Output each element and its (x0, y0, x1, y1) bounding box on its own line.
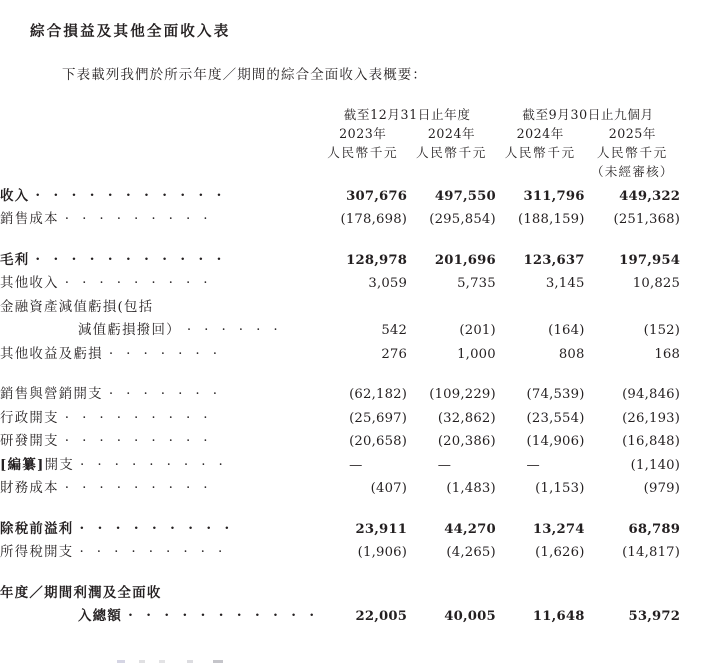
intro-paragraph: 下表載列我們於所示年度／期間的綜合全面收入表概要： (62, 67, 427, 83)
row-pad (680, 204, 709, 228)
header-pad-blank (680, 104, 709, 123)
row-pad (680, 426, 709, 450)
row-value-col1: (25,697) (349, 410, 408, 426)
row-pad (680, 180, 709, 204)
table-row (0, 449, 709, 473)
table-body (0, 180, 709, 624)
row-value-col2: (20,386) (437, 434, 496, 449)
row-value-col3 (496, 577, 585, 601)
row-value-col2: (1,483) (446, 481, 496, 496)
column-group-ninemonth: 截至9月30日止九個月 (522, 107, 654, 122)
row-value-col4: (979) (643, 481, 681, 496)
row-value-col1: 3,059 (368, 276, 408, 291)
year-header-2: 2024年 (427, 126, 476, 141)
row-value-col2: 1,000 (457, 346, 496, 362)
unaudited-blank-pad (680, 161, 709, 180)
leader-dots: . . . . . . . (108, 342, 222, 358)
table-row (0, 379, 709, 403)
row-value-col3: 11,648 (532, 609, 585, 624)
row-value-col3: (23,554) (526, 410, 585, 426)
row-label (0, 180, 318, 204)
header-corner-blank (0, 104, 318, 123)
row-label-text: 金融資產減值虧損(包括 (0, 299, 154, 315)
leader-dots: . . . . . . . . . (64, 477, 212, 492)
page-title: 綜合損益及其他全面收入表 (30, 23, 231, 40)
row-pad (680, 244, 709, 268)
row-value-col4: 68,789 (628, 521, 681, 537)
currency-header-3: 人民幣千元 (504, 145, 576, 160)
leader-dots: . . . . . . . . . (64, 430, 212, 445)
row-value-col1: — (349, 457, 363, 473)
row-value-col3: (1,626) (535, 545, 585, 560)
row-spacer (0, 362, 709, 379)
currency-blank-label (0, 142, 318, 161)
leader-dots: . . . . . . . . . (64, 406, 212, 422)
row-value-col2: 44,270 (444, 521, 496, 537)
currency-header-2: 人民幣千元 (416, 145, 487, 160)
row-label-text: 入總額 (78, 608, 123, 624)
table-row (0, 315, 709, 339)
row-value-col1 (318, 577, 407, 601)
row-pad (680, 513, 709, 537)
leader-dots: . . . . . . . . . (64, 208, 212, 223)
row-value-col3: 808 (558, 346, 585, 362)
row-value-col2 (407, 577, 496, 601)
row-value-col4: (26,193) (622, 410, 681, 426)
table-row (0, 338, 709, 362)
row-label (0, 379, 318, 403)
row-spacer-cell (0, 560, 709, 577)
row-value-col2: (32,862) (437, 410, 496, 426)
row-spacer (0, 227, 709, 244)
row-pad (680, 537, 709, 561)
row-value-col4: 53,972 (628, 609, 681, 624)
row-spacer-cell (0, 496, 709, 513)
row-label-text: 減值虧損撥回） (78, 323, 181, 338)
row-value-col2: 5,735 (457, 276, 496, 291)
unaudited-note: （未經審核） (590, 164, 674, 179)
row-value-col2: 497,550 (434, 188, 496, 204)
row-label (0, 244, 318, 268)
row-label (0, 402, 318, 426)
row-spacer-cell (0, 362, 709, 379)
row-value-col4: 197,954 (619, 252, 681, 268)
row-value-col1: 22,005 (355, 609, 408, 624)
row-label-text: 其他收入 (0, 276, 59, 291)
page-bottom-clipped-artifact (95, 660, 245, 663)
row-label (0, 601, 318, 625)
row-value-col3: 311,796 (523, 188, 585, 204)
row-label-text: 所得稅開支 (0, 545, 74, 560)
row-value-col1: (407) (370, 481, 408, 496)
row-value-col4: 168 (654, 346, 681, 362)
row-label-text: 其他收益及虧損 (0, 346, 103, 362)
row-label-text: 行政開支 (0, 410, 59, 426)
row-label-text: 毛利 (0, 251, 30, 268)
row-pad (680, 379, 709, 403)
row-value-col2: (109,229) (429, 387, 496, 402)
row-value-col1: (1,906) (357, 545, 408, 560)
row-value-col2: — (437, 457, 452, 473)
currency-blank-pad (680, 142, 709, 161)
row-label (0, 291, 318, 315)
row-pad (680, 449, 709, 473)
row-value-col1: 276 (381, 346, 408, 362)
row-spacer (0, 560, 709, 577)
year-blank-label (0, 123, 318, 142)
row-value-col3: 13,274 (532, 521, 585, 537)
row-value-col4: 449,322 (619, 188, 681, 204)
row-pad (680, 268, 709, 292)
leader-dots: . . . . . . . (108, 383, 222, 398)
row-value-col3: (14,906) (526, 434, 585, 449)
row-value-col1: 307,676 (346, 188, 408, 204)
row-value-col1: 542 (381, 323, 408, 338)
unaudited-blank-1 (318, 161, 407, 180)
leader-dots: . . . . . . . . . (79, 516, 234, 533)
row-value-col4: (14,817) (622, 545, 681, 560)
year-header-4: 2025年 (608, 126, 656, 141)
table-row (0, 204, 709, 228)
row-pad (680, 601, 709, 625)
leader-dots: . . . . . . . . . (64, 272, 212, 287)
unaudited-blank-2 (407, 161, 496, 180)
row-label (0, 315, 318, 339)
row-label (0, 449, 318, 473)
row-value-col2: (4,265) (446, 545, 496, 560)
row-pad (680, 338, 709, 362)
row-label (0, 473, 318, 497)
row-spacer (0, 496, 709, 513)
row-label-bracketed-term: [編纂] (0, 456, 45, 473)
table-row (0, 577, 709, 601)
row-pad (680, 291, 709, 315)
row-label (0, 577, 318, 601)
row-label-text: 收入 (0, 187, 30, 204)
row-label-text: 開支 (44, 457, 75, 473)
column-group-annual: 截至12月31日止年度 (343, 107, 471, 122)
row-value-col2: 40,005 (444, 609, 496, 624)
row-spacer-cell (0, 227, 709, 244)
row-value-col4: (1,140) (630, 457, 681, 473)
row-label (0, 537, 318, 561)
row-value-col3: (164) (548, 323, 585, 338)
table-row (0, 537, 709, 561)
leader-dots: . . . . . . . . . . . (35, 247, 226, 264)
row-pad (680, 315, 709, 339)
table-header (0, 104, 709, 180)
table-row (0, 513, 709, 537)
row-label (0, 204, 318, 228)
row-value-col2: 201,696 (434, 252, 496, 268)
row-label-text: 銷售成本 (0, 212, 59, 227)
row-value-col4: 10,825 (632, 276, 681, 291)
leader-dots: . . . . . . (186, 319, 283, 334)
row-label (0, 513, 318, 537)
table-row (0, 426, 709, 450)
table-row (0, 180, 709, 204)
row-value-col4: (16,848) (622, 434, 681, 449)
row-label-text: 年度／期間利潤及全面收 (0, 584, 162, 601)
year-blank-pad (680, 123, 709, 142)
row-label (0, 268, 318, 292)
header-unaudited-row (0, 161, 709, 180)
table-row (0, 244, 709, 268)
row-value-col1: (178,698) (340, 212, 408, 227)
row-label (0, 426, 318, 450)
row-pad (680, 577, 709, 601)
row-value-col4: (251,368) (613, 212, 681, 227)
currency-header-1: 人民幣千元 (327, 145, 399, 160)
row-value-col2: (295,854) (429, 212, 496, 227)
header-currency-row (0, 142, 709, 161)
row-value-col1: (20,658) (349, 434, 408, 449)
row-label-text: 財務成本 (0, 481, 59, 496)
table-row (0, 473, 709, 497)
leader-dots: . . . . . . . . . . . (35, 183, 226, 200)
row-value-col3: 123,637 (523, 252, 585, 268)
row-label-text: 研發開支 (0, 434, 59, 449)
leader-dots: . . . . . . . . . . . (128, 604, 319, 620)
unaudited-blank-label (0, 161, 318, 180)
row-value-col1: 23,911 (355, 521, 408, 537)
income-statement-table (0, 104, 709, 624)
year-header-1: 2023年 (339, 126, 387, 141)
table-row (0, 268, 709, 292)
leader-dots: . . . . . . . . . (80, 453, 228, 469)
header-year-row (0, 123, 709, 142)
row-value-col4: (94,846) (622, 387, 681, 402)
row-value-col1 (318, 291, 407, 315)
row-pad (680, 473, 709, 497)
row-value-col4: (152) (643, 323, 681, 338)
row-value-col3: (188,159) (517, 212, 585, 227)
header-group-row (0, 104, 709, 123)
table-row (0, 291, 709, 315)
currency-header-4: 人民幣千元 (596, 145, 668, 160)
row-value-col3: (1,153) (535, 481, 585, 496)
row-value-col3: — (526, 457, 540, 473)
row-value-col4 (585, 577, 681, 601)
row-pad (680, 402, 709, 426)
row-value-col2: (201) (459, 323, 496, 338)
row-value-col4 (585, 291, 681, 315)
table-row (0, 402, 709, 426)
year-header-3: 2024年 (516, 126, 564, 141)
row-value-col1: (62,182) (349, 387, 408, 402)
unaudited-blank-3 (496, 161, 585, 180)
row-label (0, 338, 318, 362)
row-label-text: 除稅前溢利 (0, 520, 74, 537)
row-value-col3 (496, 291, 585, 315)
row-value-col2 (407, 291, 496, 315)
leader-dots: . . . . . . . . . (79, 541, 227, 556)
table-row (0, 601, 709, 625)
row-value-col3: (74,539) (526, 387, 585, 402)
row-value-col3: 3,145 (545, 276, 585, 291)
row-label-text: 銷售與營銷開支 (0, 387, 103, 402)
row-value-col1: 128,978 (346, 252, 408, 268)
